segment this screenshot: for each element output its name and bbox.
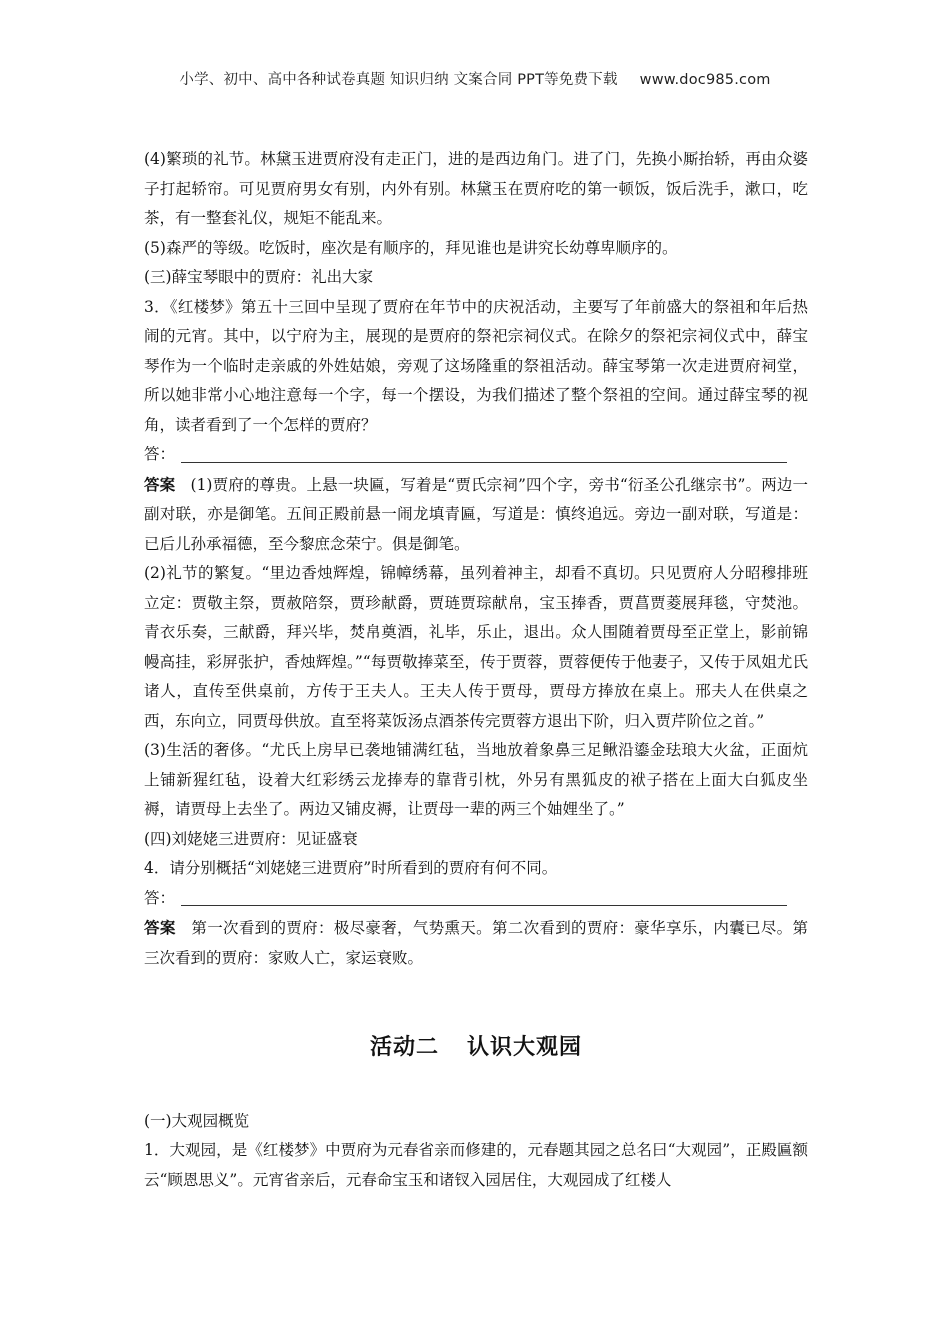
header-site-link[interactable]: www.doc985.com xyxy=(639,72,771,88)
answer-3-part-1 xyxy=(144,470,808,560)
question-4: 4．请分别概括“刘姥姥三进贾府”时所看到的贾府有何不同。 xyxy=(144,859,558,877)
answer-label: 答： xyxy=(144,445,176,463)
subheading-xue-baoqin: (三)薛宝琴眼中的贾府：礼出大家 xyxy=(144,268,374,286)
answer-3-part-1-text: (1)贾府的尊贵。上悬一块匾，写着是“贾氏宗祠”四个字，旁书“衍圣公孔继宗书”。两边一副对联，亦是御笔。五间正殿前悬一闹龙填青匾，写道是：慎终追远。旁边一副对联，写道是：已后儿孙承福德，至今黎庶念荣宁。俱是御笔。 xyxy=(144,475,808,553)
answer-key-label: 答案 xyxy=(144,474,176,494)
answer-key-label: 答案 xyxy=(144,918,176,937)
question-3: 3．《红楼梦》第五十三回中呈现了贾府在年节中的庆祝活动，主要写了年前盛大的祭祖和年后热闹的元宵。其中，以宁府为主，展现的是贾府的祭祀宗祠仪式。在除夕的祭祀宗祠仪式中，薛宝琴作为一个临时走亲戚的外姓姑娘，旁观了这场隆重的祭祖活动。薛宝琴第一次走进贾府祠堂，所以她非常小心地注意每一个字，每一个摆设，为我们描述了整个祭祖的空间。通过薛宝琴的视角，读者看到了一个怎样的贾府？ xyxy=(144,297,808,434)
answer-label: 答： xyxy=(144,888,176,907)
subheading-liu-laolao: (四)刘姥姥三进贾府：见证盛衰 xyxy=(144,829,358,848)
answer-4 xyxy=(144,913,808,973)
answer-3-part-3: (3)生活的奢侈。“尤氏上房早已袭地铺满红毡，当地放着象鼻三足鳅沿鎏金珐琅大火盆，正面炕上铺新猩红毡，设着大红彩绣云龙捧寿的靠背引枕，外另有黑狐皮的袱子搭在上面大白狐皮坐褥，请贾母上去坐了。两边又铺皮褥，让贾母一辈的两三个妯娌坐了。” xyxy=(144,741,808,818)
answer-4-text: 第一次看到的贾府：极尽豪奢，气势熏天。第二次看到的贾府：豪华享乐，内囊已尽。第三次看到的贾府：家败人亡，家运衰败。 xyxy=(144,919,808,967)
answer-underline[interactable] xyxy=(181,887,787,906)
section-title-number: 活动二 xyxy=(369,1035,439,1060)
answer-blank-3[interactable] xyxy=(144,440,808,470)
paragraph-etiquette: (4)繁琐的礼节。林黛玉进贾府没有走正门，进的是西边角门。进了门，先换小厮抬轿，再由众婆子打起轿帘。可见贾府男女有别，内外有别。林黛玉在贾府吃的第一顿饭，饭后洗手，漱口，吃茶，有一整套礼仪，规矩不能乱来。 xyxy=(144,150,808,227)
answer-3-part-2: (2)礼节的繁复。“里边香烛辉煌，锦幛绣幕，虽列着神主，却看不真切。只见贾府人分昭穆排班立定：贾敬主祭，贾赦陪祭，贾珍献爵，贾琏贾琮献帛，宝玉捧香，贾菖贾菱展拜毯，守焚池。青衣乐奏，三献爵，拜兴毕，焚帛奠酒，礼毕，乐止，退出。众人围随着贾母至正堂上，影前锦幔高挂，彩屏张护，香烛辉煌。”“每贾敬捧菜至，传于贾蓉，贾蓉便传于他妻子，又传于凤姐尤氏诸人，直传至供桌前，方传于王夫人。王夫人传于贾母，贾母方捧放在桌上。邢夫人在供桌之西，东向立，同贾母供放。直至将菜饭汤点酒茶传完贾蓉方退出下阶，归入贾芹阶位之首。” xyxy=(144,564,808,730)
document-body xyxy=(144,145,808,1195)
paragraph-hierarchy: (5)森严的等级。吃饭时，座次是有顺序的，拜见谁也是讲究长幼尊卑顺序的。 xyxy=(144,238,678,257)
section-title xyxy=(144,1033,808,1063)
section-title-text: 认识大观园 xyxy=(467,1035,583,1060)
header-text: 小学、初中、高中各种试卷真题 知识归纳 文案合同 PPT等免费下载 xyxy=(179,72,618,88)
answer-blank-4[interactable] xyxy=(144,884,808,914)
answer-underline[interactable] xyxy=(181,444,787,463)
page-header xyxy=(0,68,950,89)
paragraph-grand-view-garden: 1．大观园，是《红楼梦》中贾府为元春省亲而修建的，元春题其园之总名曰“大观园”，正殿匾额云“顾恩思义”。元宵省亲后，元春命宝玉和诸钗入园居住，大观园成了红楼人 xyxy=(144,1141,808,1189)
subheading-grand-view-overview: (一)大观园概览 xyxy=(144,1111,250,1130)
